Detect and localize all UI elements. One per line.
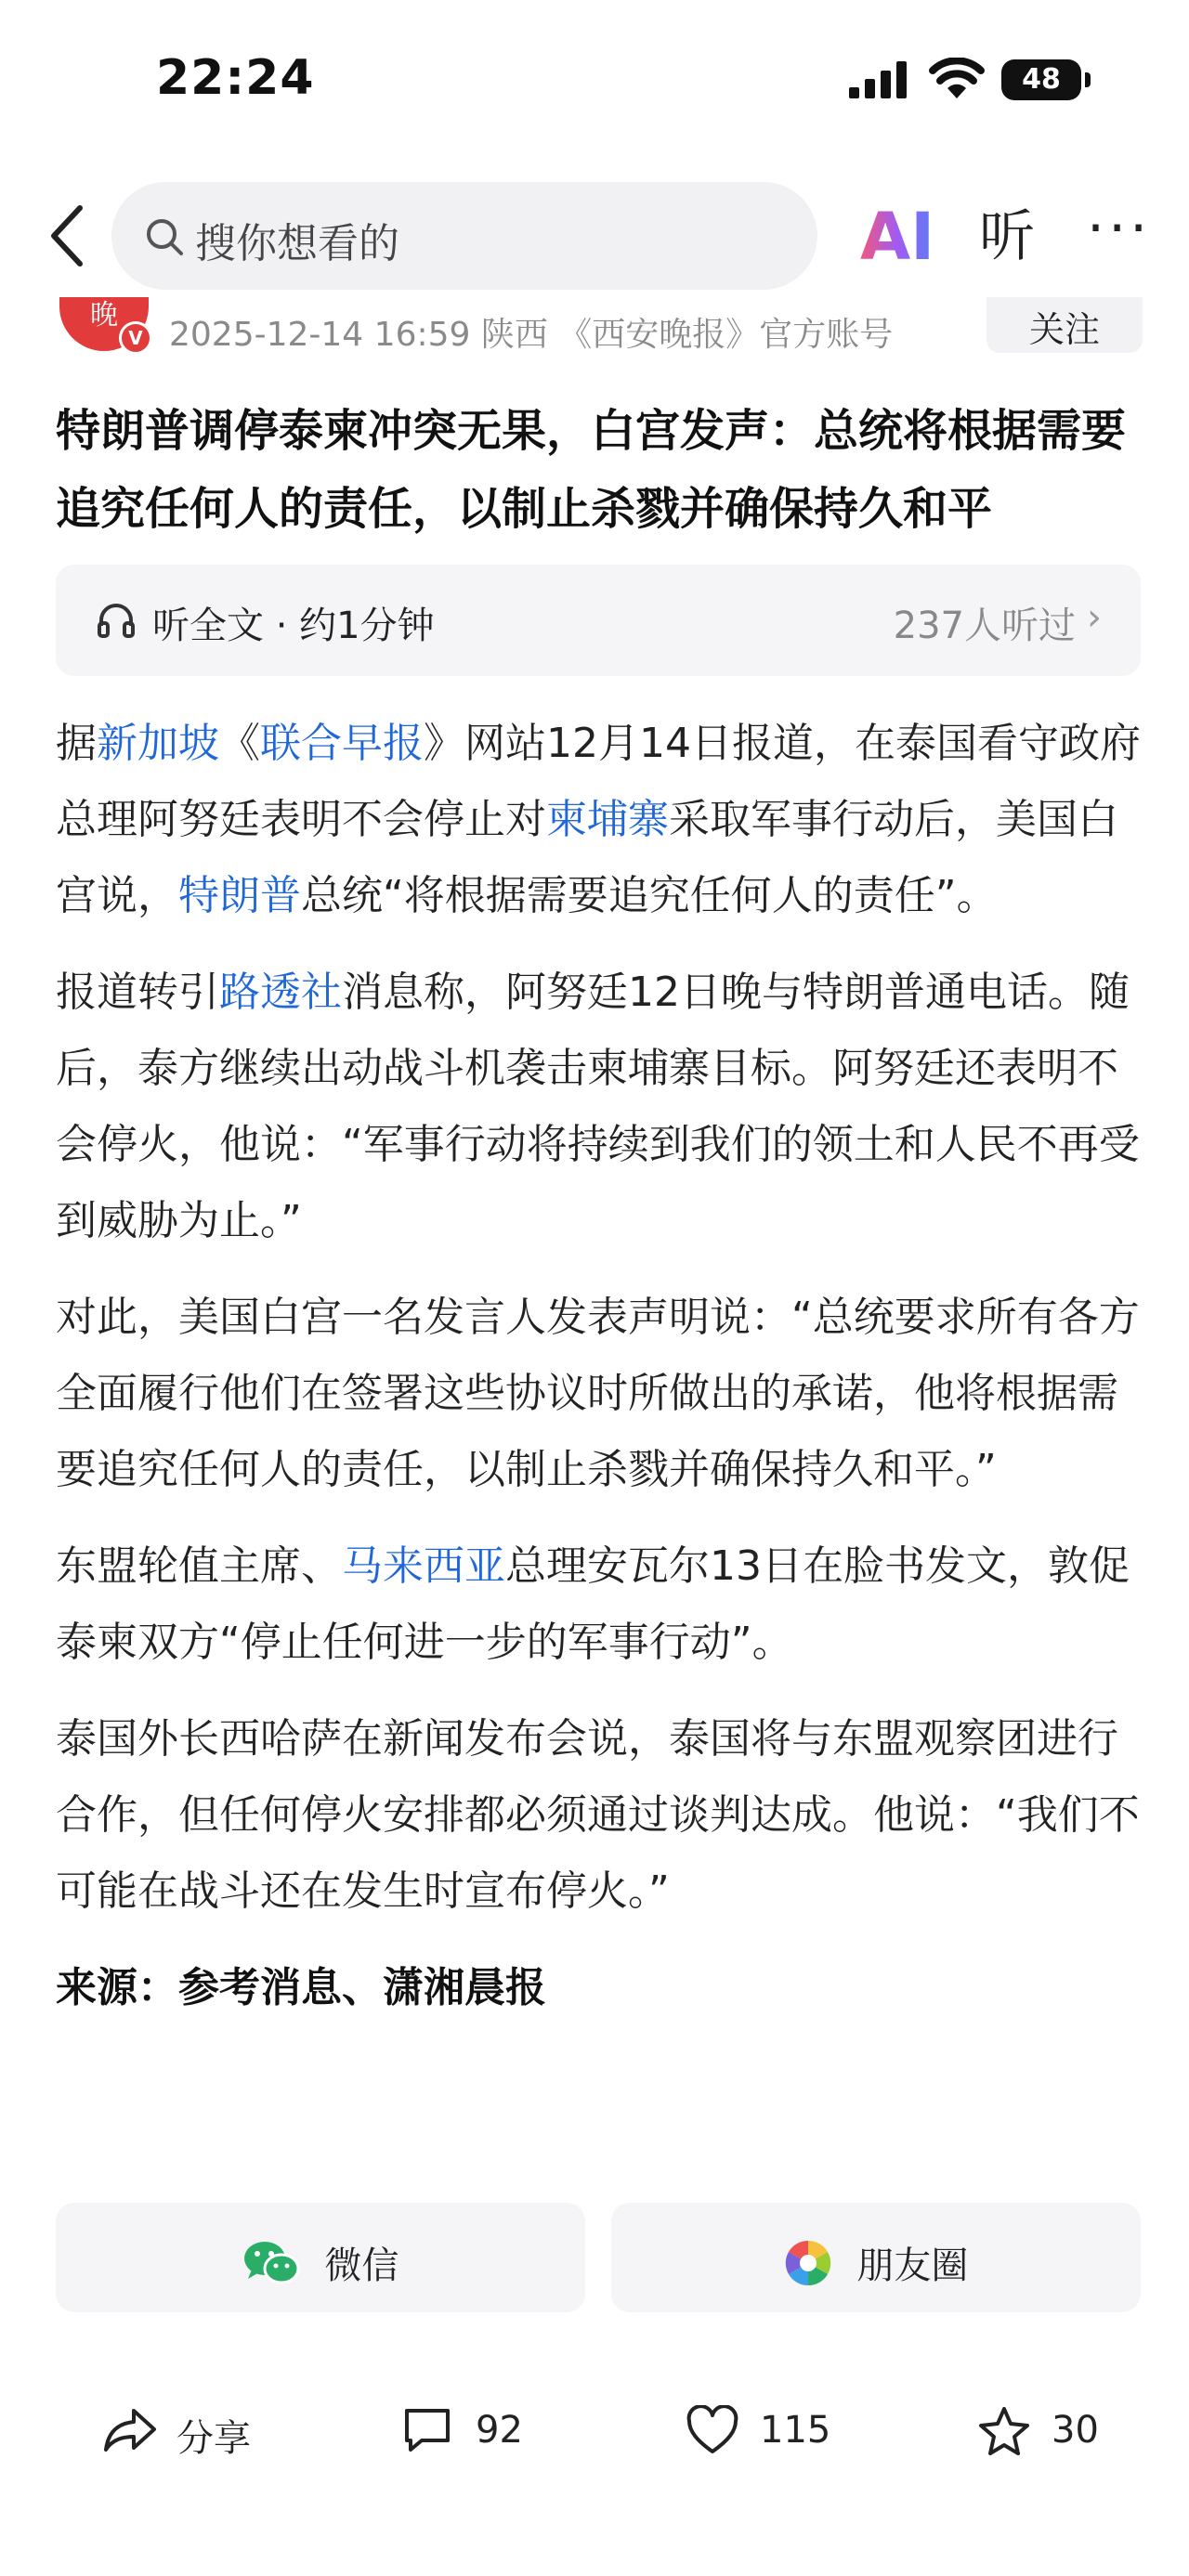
text: 《 <box>219 720 260 767</box>
more-options-button[interactable]: ··· <box>1087 196 1152 261</box>
share-moments-label: 朋友圈 <box>856 2244 969 2287</box>
share-arrow-icon <box>102 2405 158 2455</box>
paragraph: 对此，美国白宫一名发言人发表声明说：“总统要求所有各方全面履行他们在签署这些协议时所做出的承诺，他将根据需要追究任何人的责任，以制止杀戮并确保持久和平。” <box>56 1294 1140 1493</box>
text: 总理安瓦尔13日在脸书发文，敦促泰柬双方“停止任何进一步的军事行动”。 <box>56 1542 1130 1666</box>
moments-icon <box>784 2239 832 2287</box>
avatar[interactable]: 晚 <box>59 297 149 351</box>
verified-badge-icon: V <box>119 321 152 355</box>
link-reuters[interactable]: 路透社 <box>219 969 342 1016</box>
text: 消息称，阿努廷12日晚与特朗普通电话。随后，泰方继续出动战斗机袭击柬埔寨目标。阿努廷还表明不会停火，他说：“军事行动将持续到我们的领土和人民不再受到威胁为止。” <box>56 969 1140 1244</box>
listen-button[interactable]: 听 <box>979 204 1035 269</box>
search-icon <box>145 217 184 256</box>
heart-icon <box>686 2405 739 2455</box>
link-malaysia[interactable]: 马来西亚 <box>342 1542 505 1590</box>
text: 报道转引 <box>56 969 219 1016</box>
status-time: 22:24 <box>156 50 315 106</box>
chevron-right-icon: › <box>1087 596 1102 639</box>
search-placeholder: 搜你想看的 <box>195 220 399 267</box>
paragraph <box>56 955 1143 1259</box>
comment-count: 92 <box>476 2409 523 2452</box>
search-input[interactable] <box>111 182 817 290</box>
link-trump[interactable]: 特朗普 <box>178 872 301 919</box>
article-title: 特朗普调停泰柬冲突无果，白宫发声：总统将根据需要追究任何人的责任，以制止杀戮并确保持久和平 <box>56 405 1127 535</box>
article-body <box>56 706 1143 2047</box>
account-meta: 2025-12-14 16:59 陕西 《西安晚报》官方账号 <box>169 316 894 354</box>
text: 》网站12月14日报道，在泰国看守政府总理阿努廷表明不会停止对 <box>56 720 1141 843</box>
comment-icon <box>401 2405 453 2455</box>
wifi-icon <box>929 58 985 100</box>
listen-full-text-label: 听全文 · 约1分钟 <box>152 605 435 647</box>
headphone-icon <box>97 600 136 639</box>
share-moments-button[interactable] <box>611 2203 1141 2312</box>
paragraph <box>56 706 1143 934</box>
battery-tip <box>1085 72 1091 87</box>
link-singapore[interactable]: 新加坡 <box>97 720 219 767</box>
star-icon <box>977 2405 1031 2457</box>
ai-button[interactable]: AI <box>860 199 935 275</box>
like-count: 115 <box>760 2409 831 2452</box>
article-source: 来源：参考消息、潇湘晨报 <box>56 1964 546 2011</box>
cellular-signal-icon <box>849 61 907 98</box>
text: 采取军事行动后，美国白宫说， <box>56 796 1118 919</box>
link-lianhe-zaobao[interactable]: 联合早报 <box>260 720 424 767</box>
share-action-label: 分享 <box>176 2417 251 2460</box>
share-wechat-label: 微信 <box>324 2244 399 2287</box>
battery-indicator: 48 <box>1001 59 1081 100</box>
paragraph <box>56 1529 1143 1681</box>
wechat-icon <box>242 2240 300 2286</box>
listen-count: 237人听过 <box>893 605 1076 647</box>
share-wechat-button[interactable] <box>56 2203 585 2312</box>
text: 总统“将根据需要追究任何人的责任”。 <box>301 872 998 919</box>
text: 据 <box>56 720 97 767</box>
status-bar <box>0 0 1189 158</box>
listen-full-text-bar[interactable] <box>56 565 1141 676</box>
account-row <box>0 297 1189 366</box>
paragraph: 泰国外长西哈萨在新闻发布会说，泰国将与东盟观察团进行合作，但任何停火安排都必须通过谈判达成。他说：“我们不可能在战斗还在发生时宣布停火。” <box>56 1715 1140 1915</box>
link-cambodia[interactable]: 柬埔寨 <box>546 796 669 843</box>
back-button[interactable] <box>46 204 87 267</box>
favorite-count: 30 <box>1052 2409 1099 2452</box>
follow-button[interactable]: 关注 <box>986 297 1143 353</box>
text: 东盟轮值主席、 <box>56 1542 342 1590</box>
